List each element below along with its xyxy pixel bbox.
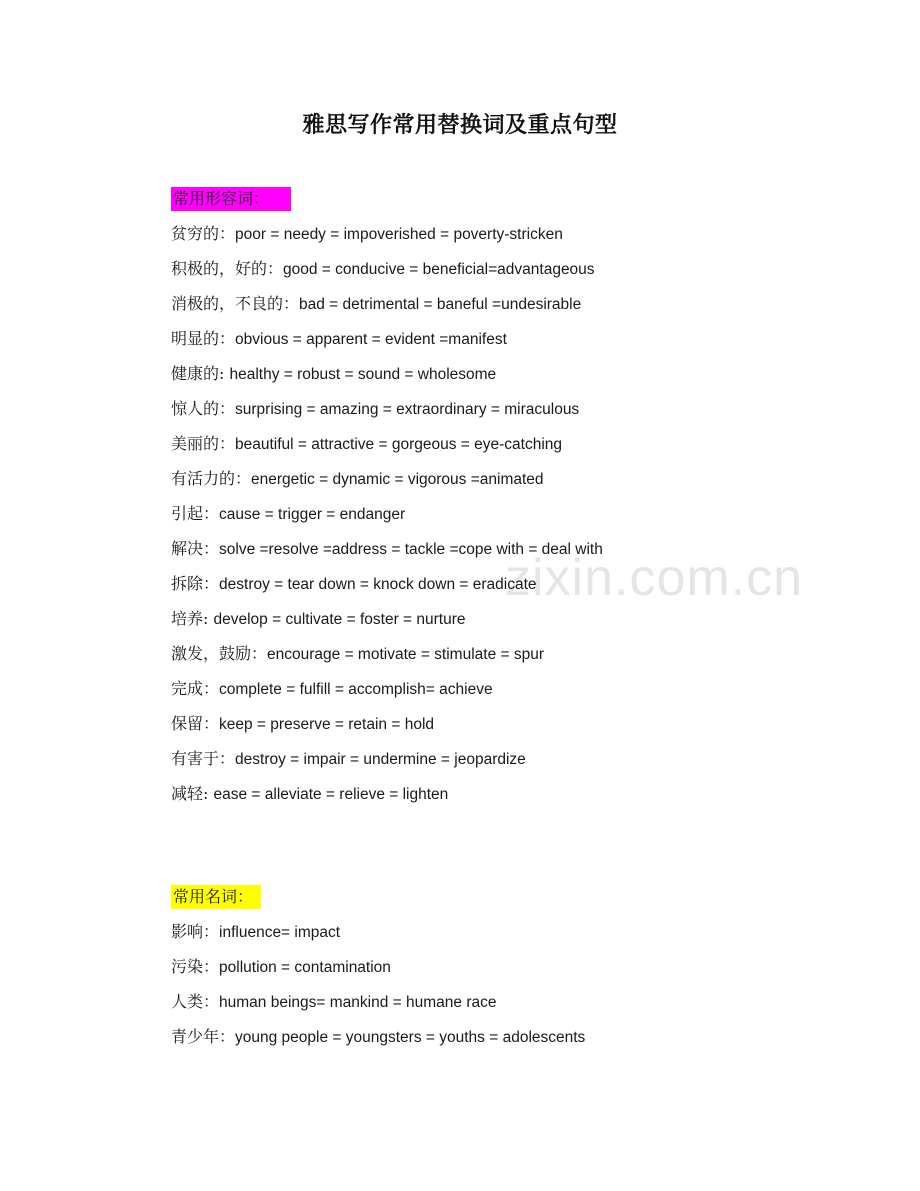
list-item [171, 642, 603, 677]
term-label: 积极的，好的： [171, 259, 284, 278]
page-title: 雅思写作常用替换词及重点句型 [302, 112, 618, 138]
synonym-list: poor = needy = impoverished = poverty-stricken [235, 226, 563, 243]
term-label: 影响： [171, 922, 220, 941]
synonym-list: healthy = robust = sound = wholesome [229, 366, 497, 383]
list-item [171, 327, 603, 362]
nouns-section [171, 885, 585, 1060]
term-label: 减轻: [171, 784, 214, 803]
adjectives-heading: 常用形容词： [171, 187, 291, 211]
term-label: 保留： [171, 714, 220, 733]
list-item [171, 222, 603, 257]
synonym-list: energetic = dynamic = vigorous =animated [251, 471, 544, 488]
synonym-list: beautiful = attractive = gorgeous = eye-catching [235, 436, 563, 453]
synonym-list: bad = detrimental = baneful =undesirable [299, 296, 582, 313]
term-label: 人类： [171, 992, 220, 1011]
synonym-list: keep = preserve = retain = hold [219, 716, 435, 733]
synonym-list: obvious = apparent = evident =manifest [235, 331, 507, 348]
term-label: 引起： [171, 504, 220, 523]
synonym-list: human beings= mankind = humane race [219, 994, 497, 1011]
list-item [171, 572, 603, 607]
synonym-list: develop = cultivate = foster = nurture [213, 611, 466, 628]
synonym-list: influence= impact [219, 924, 341, 941]
list-item [171, 747, 603, 782]
term-label: 贫穷的： [171, 224, 236, 243]
list-item [171, 397, 603, 432]
nouns-list [171, 920, 585, 1060]
list-item [171, 292, 603, 327]
nouns-heading: 常用名词： [171, 885, 261, 909]
list-item [171, 782, 603, 817]
adjectives-section [171, 187, 603, 817]
term-label: 明显的： [171, 329, 236, 348]
list-item [171, 257, 603, 292]
watermark: zixin.com.cn [505, 549, 804, 607]
term-label: 有害于： [171, 749, 236, 768]
term-label: 培养: [171, 609, 214, 628]
list-item [171, 467, 603, 502]
list-item [171, 362, 603, 397]
synonym-list: destroy = tear down = knock down = eradicate [219, 576, 537, 593]
synonym-list: pollution = contamination [219, 959, 391, 976]
synonym-list: encourage = motivate = stimulate = spur [267, 646, 545, 663]
term-label: 激发，鼓励： [171, 644, 268, 663]
list-item [171, 607, 603, 642]
synonym-list: good = conducive = beneficial=advantageous [283, 261, 595, 278]
term-label: 解决： [171, 539, 220, 558]
list-item [171, 677, 603, 712]
list-item [171, 712, 603, 747]
adjectives-list [171, 222, 603, 817]
term-label: 拆除： [171, 574, 220, 593]
term-label: 美丽的： [171, 434, 236, 453]
list-item [171, 955, 585, 990]
synonym-list: destroy = impair = undermine = jeopardize [235, 751, 526, 768]
term-label: 完成： [171, 679, 220, 698]
synonym-list: young people = youngsters = youths = adolescents [235, 1029, 586, 1046]
synonym-list: surprising = amazing = extraordinary = miraculous [235, 401, 580, 418]
list-item [171, 432, 603, 467]
term-label: 惊人的： [171, 399, 236, 418]
list-item [171, 502, 603, 537]
term-label: 有活力的： [171, 469, 252, 488]
term-label: 消极的，不良的： [171, 294, 300, 313]
synonym-list: complete = fulfill = accomplish= achieve [219, 681, 493, 698]
list-item [171, 920, 585, 955]
synonym-list: solve =resolve =address = tackle =cope with = deal with [219, 541, 603, 558]
synonym-list: ease = alleviate = relieve = lighten [213, 786, 449, 803]
term-label: 青少年： [171, 1027, 236, 1046]
list-item [171, 990, 585, 1025]
list-item [171, 1025, 585, 1060]
term-label: 健康的: [171, 364, 230, 383]
list-item [171, 537, 603, 572]
synonym-list: cause = trigger = endanger [219, 506, 406, 523]
term-label: 污染： [171, 957, 220, 976]
